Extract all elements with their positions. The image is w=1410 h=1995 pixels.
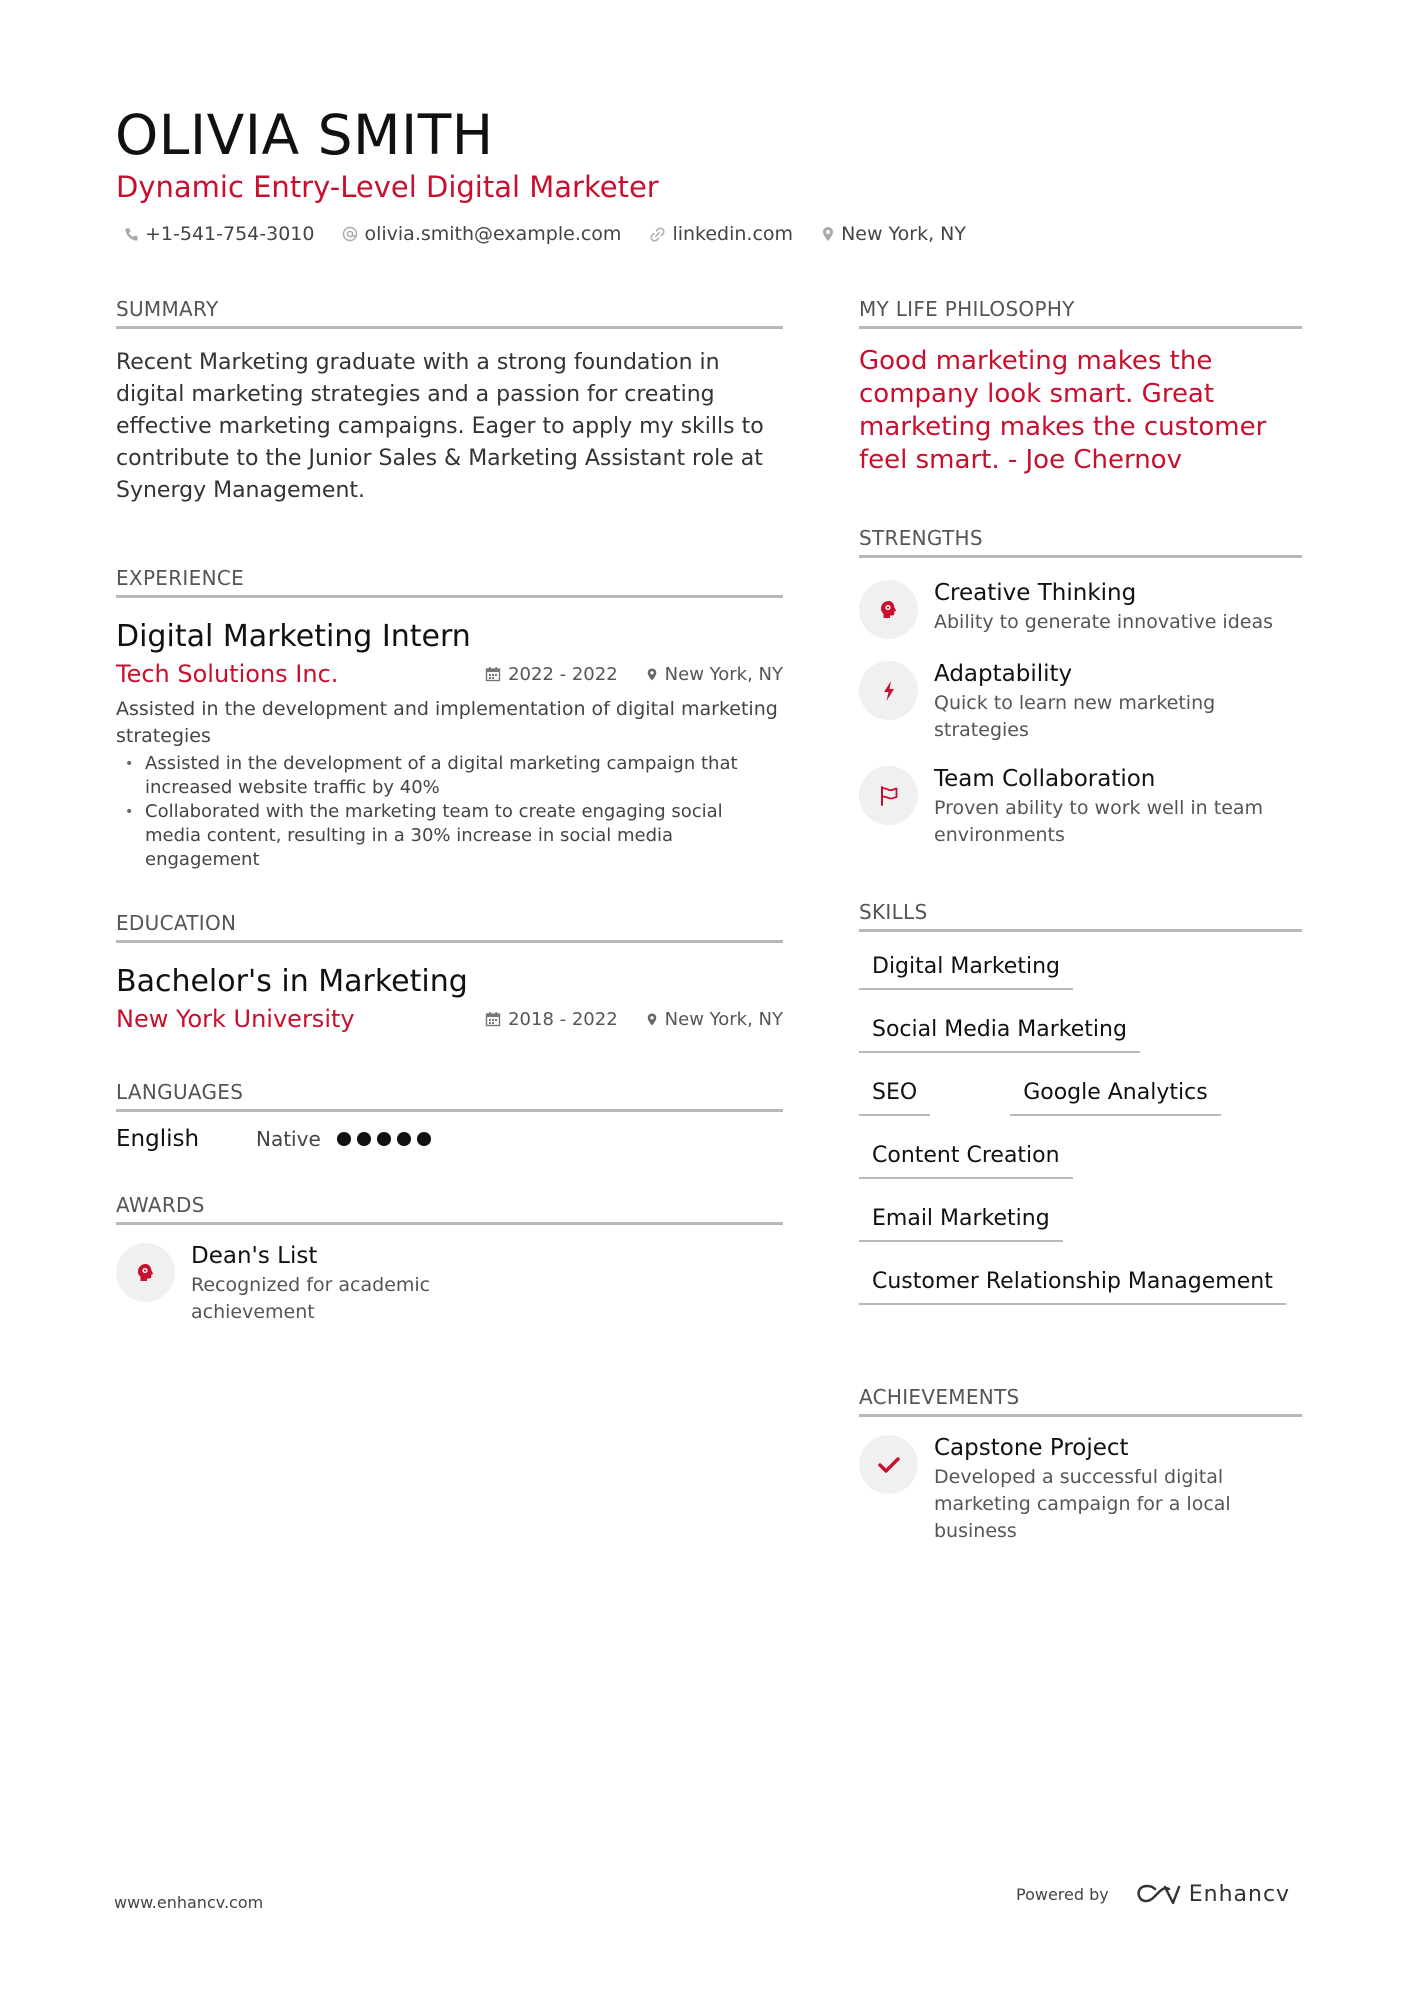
strengths-heading: STRENGTHS [859,525,1302,558]
candidate-name: OLIVIA SMITH [115,103,494,167]
achievement-icon-circle [859,1435,918,1494]
phone-icon [124,227,139,242]
skills-list [859,952,1302,1330]
philosophy-quote: Good marketing makes the company look smart. Great marketing makes the customer feel smart. - Joe Chernov [859,346,1267,475]
phone-text: +1-541-754-3010 [145,223,315,245]
award-title: Dean's List [191,1243,318,1269]
strength-description: Proven ability to work well in team environments [934,797,1264,846]
job-location [646,664,783,685]
strength-item [859,578,1302,639]
strengths-section [859,525,1302,849]
education-dates [485,1009,618,1030]
skill-tag: Google Analytics [1010,1078,1220,1116]
email-text: olivia.smith@example.com [364,223,622,245]
job-meta-row [116,658,783,690]
rating-dot [377,1132,391,1146]
job-bullets [116,752,783,872]
strength-icon-circle [859,661,918,720]
language-rating [337,1132,437,1146]
rating-dot [417,1132,431,1146]
job-location-text: New York, NY [664,663,783,685]
award-item [116,1241,783,1326]
achievement-title: Capstone Project [934,1435,1129,1461]
job-dates-text: 2022 - 2022 [508,663,618,685]
skills-section [859,899,1302,1330]
education-location [646,1009,783,1030]
location-pin-icon [646,667,658,682]
education-location-text: New York, NY [664,1008,783,1030]
education-entry [116,963,783,1035]
enhancv-logo-icon [1135,1883,1181,1907]
award-icon-circle [116,1243,175,1302]
candidate-title: Dynamic Entry-Level Digital Marketer [116,170,659,204]
left-column [116,296,783,1326]
contact-linkedin[interactable] [649,223,793,245]
contact-bar [124,223,994,245]
strength-title: Team Collaboration [934,766,1156,792]
skill-tag: Social Media Marketing [859,1015,1140,1053]
summary-heading: SUMMARY [116,296,783,329]
job-description: Assisted in the development and implementation of digital marketing strategies [116,698,778,747]
summary-text: Recent Marketing graduate with a strong foundation in digital marketing strategies and a passion for creating effective marketing campaigns. Eager to apply my skills to contribute to the Junior Sales & Marketing Assistant role at Synergy Management. [116,350,764,503]
job-bullet: • Collaborated with the marketing team to create engaging social media content, resulting in a 30% increase in social media engagement [116,800,783,872]
education-dates-text: 2018 - 2022 [508,1008,618,1030]
strength-title: Adaptability [934,661,1073,687]
achievements-heading: ACHIEVEMENTS [859,1384,1302,1417]
education-meta [457,1009,783,1030]
philosophy-section [859,296,1302,477]
skills-heading: SKILLS [859,899,1302,932]
language-level: Native [256,1127,321,1151]
strength-item [859,659,1302,744]
skill-tag: SEO [859,1078,930,1116]
strength-description: Ability to generate innovative ideas [934,611,1274,633]
linkedin-text: linkedin.com [672,223,794,245]
philosophy-heading: MY LIFE PHILOSOPHY [859,296,1302,329]
awards-heading: AWARDS [116,1192,783,1225]
strength-description: Quick to learn new marketing strategies [934,692,1216,741]
job-dates [485,664,618,685]
achievement-description: Developed a successful digital marketing campaign for a local business [934,1466,1231,1542]
calendar-icon [485,666,501,682]
job-meta [457,664,783,685]
location-pin-icon [821,226,835,242]
experience-entry [116,618,783,872]
footer-branding [1016,1882,1290,1907]
school-name: New York University [116,1005,355,1033]
awards-section [116,1192,783,1326]
summary-section [116,296,783,507]
contact-location [821,223,966,245]
flag-icon [878,785,900,807]
contact-phone[interactable] [124,223,314,245]
language-name: English [116,1126,200,1152]
strength-icon-circle [859,580,918,639]
location-text: New York, NY [841,223,966,245]
languages-section [116,1079,783,1152]
link-icon [649,226,666,243]
brain-head-icon [878,599,900,621]
experience-section [116,565,783,872]
language-row [116,1126,783,1152]
education-meta-row [116,1003,783,1035]
skill-tag: Digital Marketing [859,952,1073,990]
skill-tag: Content Creation [859,1141,1073,1179]
rating-dot [357,1132,371,1146]
brand-name: Enhancv [1188,1882,1291,1907]
strength-title: Creative Thinking [934,580,1137,606]
education-heading: EDUCATION [116,910,783,943]
job-bullet: • Assisted in the development of a digital marketing campaign that increased website traffic by 40% [116,752,783,800]
location-pin-icon [646,1012,658,1027]
at-icon [342,226,358,242]
lightning-icon [881,680,897,702]
experience-heading: EXPERIENCE [116,565,783,598]
achievements-section [859,1384,1302,1545]
languages-heading: LANGUAGES [116,1079,783,1112]
education-section [116,910,783,1035]
checkmark-icon [878,1456,900,1474]
skill-tag: Email Marketing [859,1204,1063,1242]
brain-head-icon [135,1262,157,1284]
calendar-icon [485,1011,501,1027]
award-description: Recognized for academic achievement [191,1274,431,1323]
rating-dot [337,1132,351,1146]
company-name: Tech Solutions Inc. [116,660,339,688]
strength-item [859,764,1302,849]
footer-website[interactable]: www.enhancv.com [114,1893,264,1912]
job-title: Digital Marketing Intern [116,619,471,654]
right-column [859,296,1302,1545]
powered-by-text: Powered by [1016,1885,1109,1904]
achievement-item [859,1433,1302,1545]
degree-title: Bachelor's in Marketing [116,964,468,999]
strength-icon-circle [859,766,918,825]
contact-email[interactable] [342,223,621,245]
rating-dot [397,1132,411,1146]
skill-tag: Customer Relationship Management [859,1267,1286,1305]
